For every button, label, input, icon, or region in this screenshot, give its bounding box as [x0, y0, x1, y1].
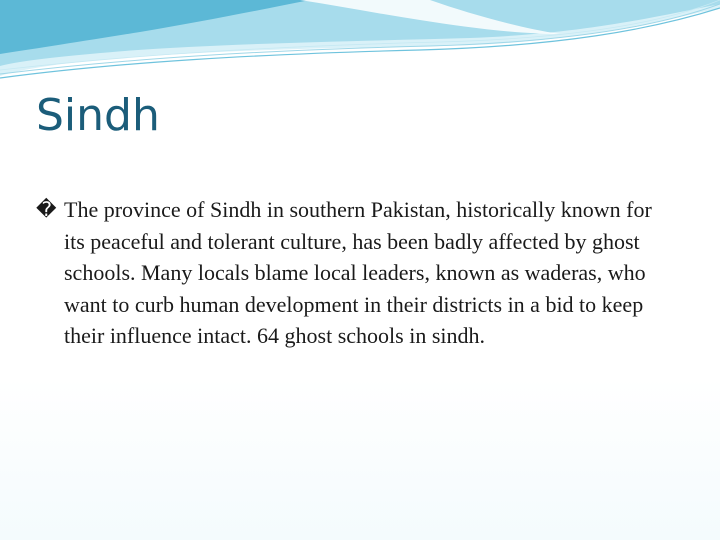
- decorative-wave-header: [0, 0, 720, 90]
- bullet-item: [36, 194, 676, 352]
- bullet-list: [36, 194, 676, 352]
- slide-title: Sindh: [36, 90, 160, 141]
- bullet-glyph-icon: �: [36, 197, 57, 221]
- bullet-text: The province of Sindh in southern Pakistan, historically known for its peaceful and tolerant culture, has been badly affected by ghost schools. Many locals blame local leaders, known as waderas, who want to curb human development in their districts in a bid to keep their influence intact. 64 ghost schools in sindh.: [64, 197, 652, 348]
